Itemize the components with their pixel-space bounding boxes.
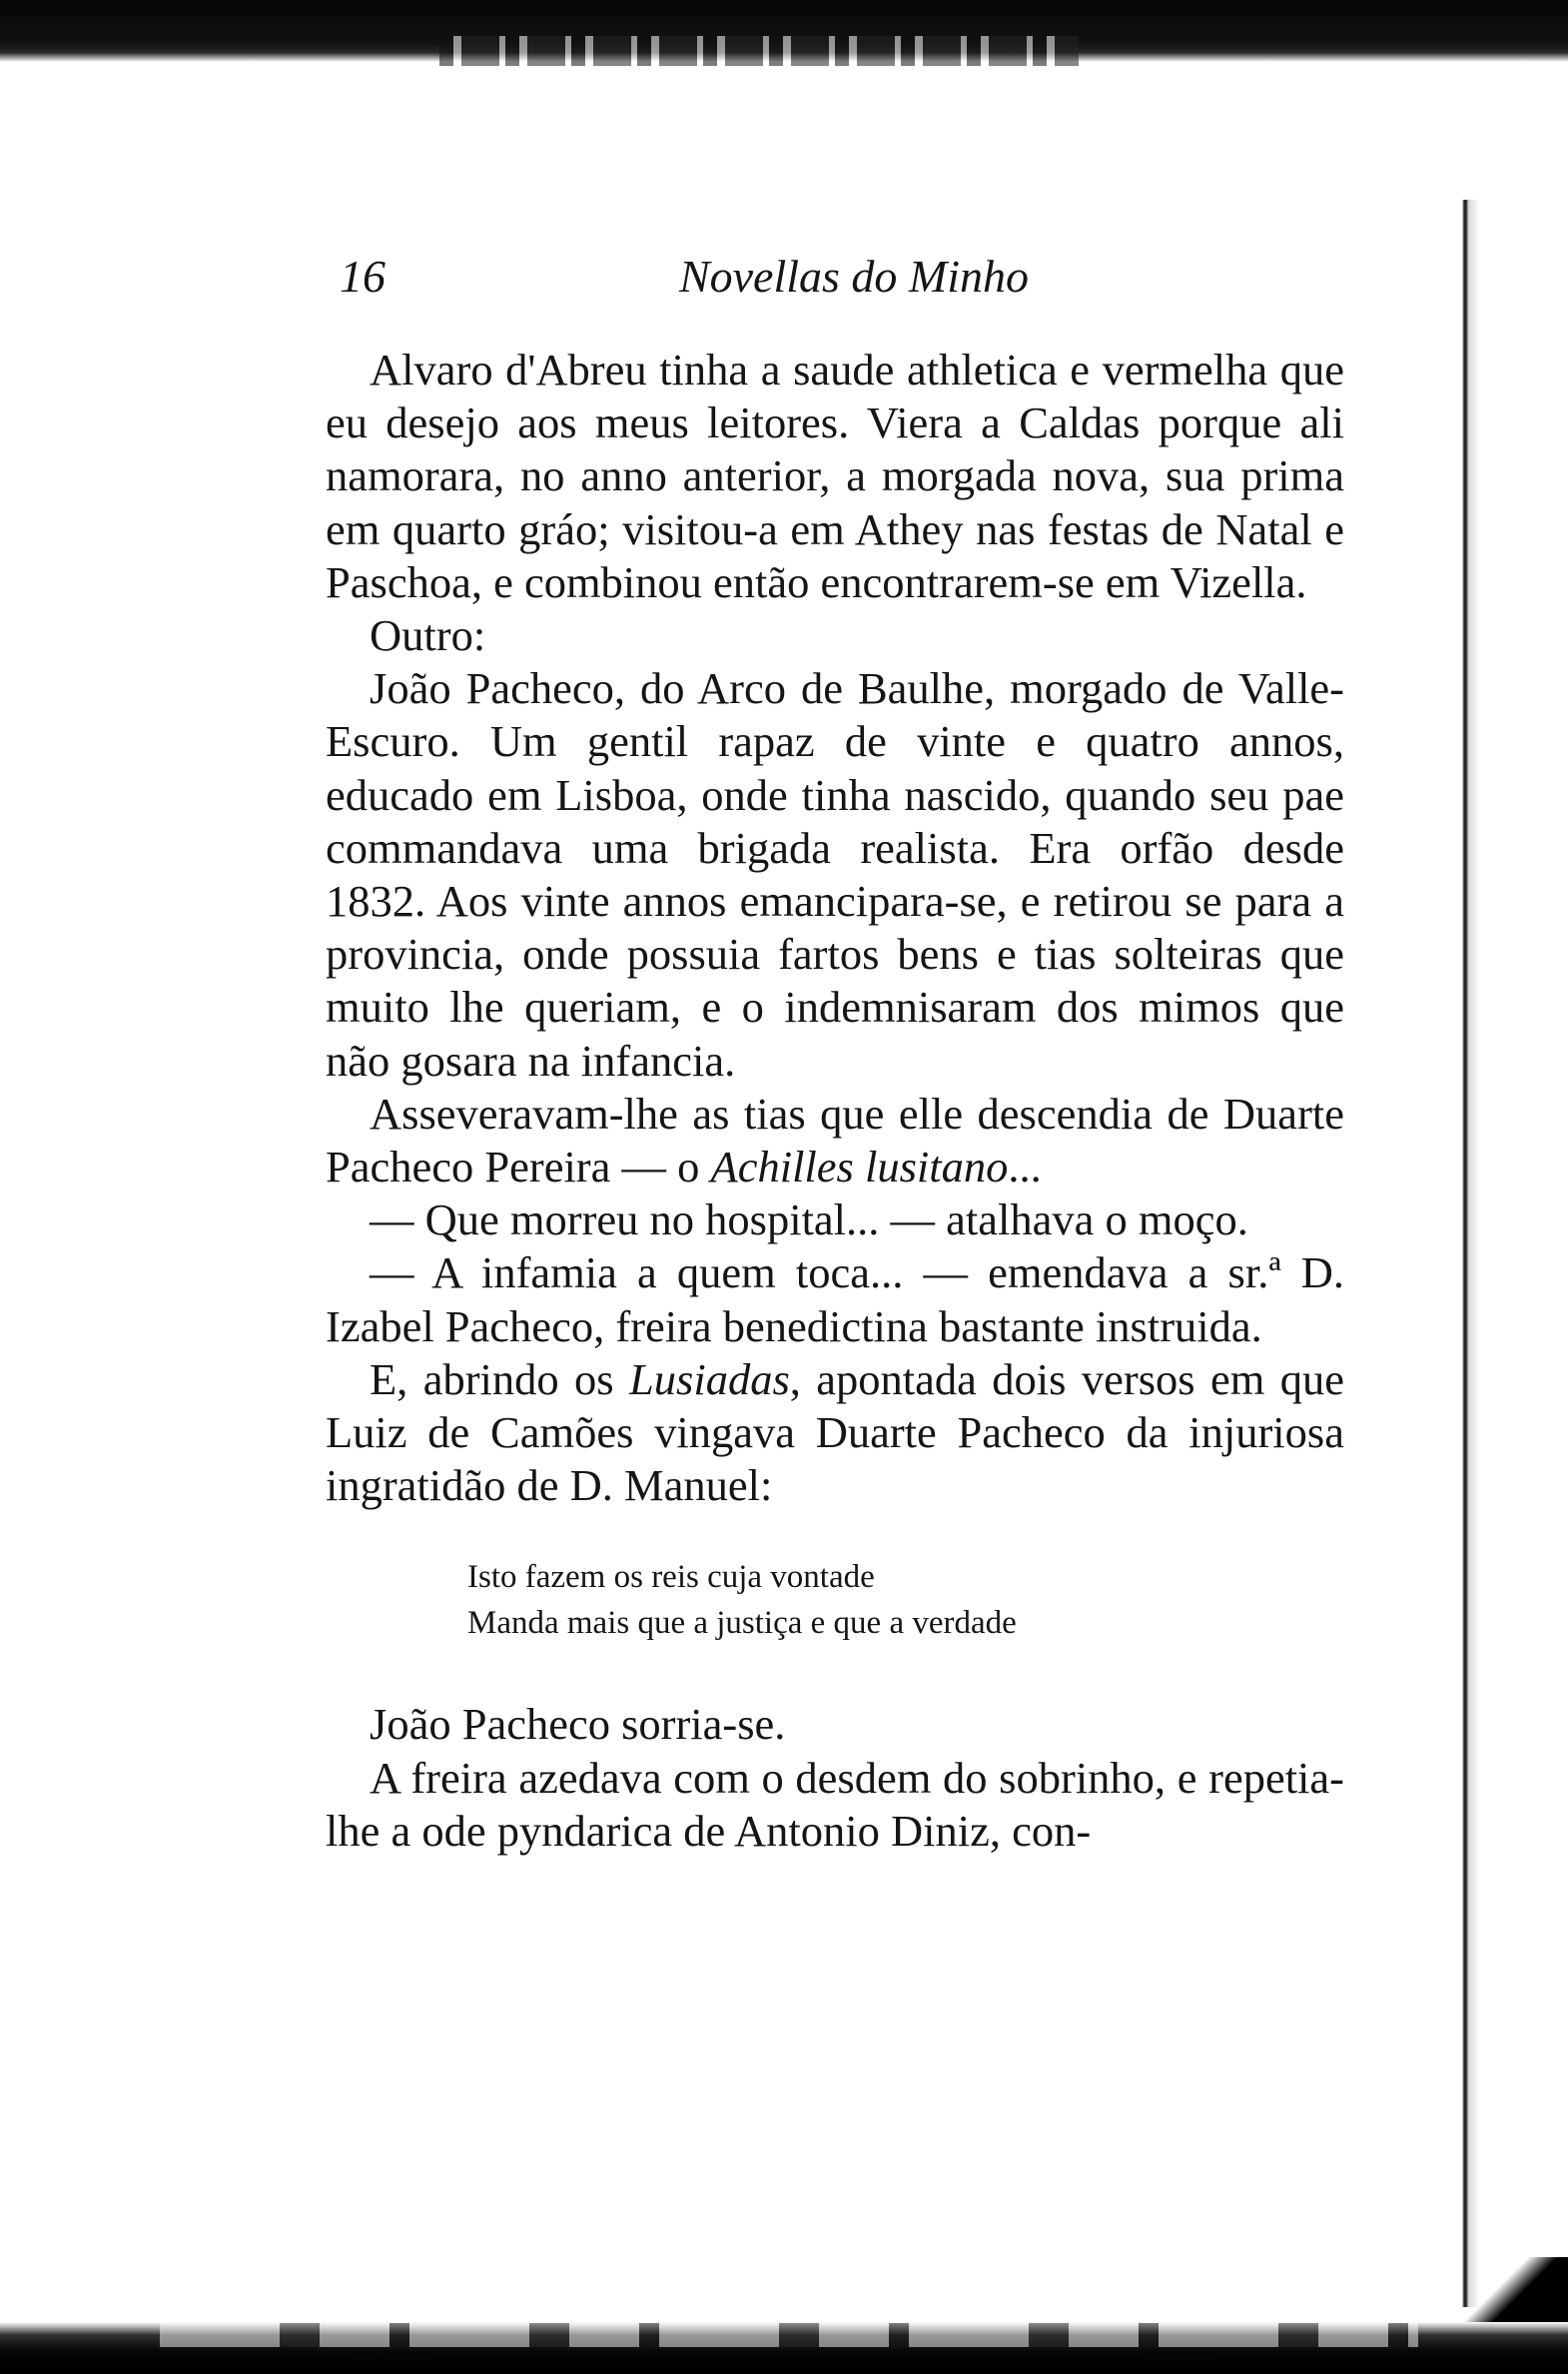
paragraph-outro: Outro: (370, 610, 486, 661)
paragraph-sorria: João Pacheco sorria-se. (370, 1699, 786, 1750)
paragraph-asseveravam-end: ... (1008, 1142, 1042, 1192)
dialogue-infamia: — A infamia a quem toca... — emendava a sr.ª D. Izabel Pacheco, freira benedictina bastante instruida. (326, 1247, 1344, 1351)
running-title: Novellas do Minho (678, 251, 1030, 302)
achilles-lusitano-italic: Achilles lusitano (710, 1142, 1009, 1192)
paragraph-asseveravam (326, 1088, 1344, 1193)
scan-right-edge (1450, 200, 1480, 2307)
paragraph-freira: A freira azedava com o desdem do sobrinho, e repetia-lhe a ode pyndarica de Antonio Diniz, con- (326, 1752, 1344, 1856)
scan-corner-shadow (1438, 2257, 1568, 2327)
paragraph-lusiadas-end: , apontada dois versos em que Luiz de Camões vingava Duarte Pacheco da injuriosa ingratidão de D. Manuel: (326, 1353, 1345, 1511)
page-number: 16 (340, 251, 386, 302)
paragraph-joao-pacheco: João Pacheco, do Arco de Baulhe, morgado de Valle-Escuro. Um gentil rapaz de vinte e quatro annos, educado em Lisboa, onde tinha nascido, quando seu pae commandava uma brigada realista. Era orfão desde 1832. Aos vinte annos emancipara-se, e retirou se para a provincia, onde possuia fartos bens e tias solteiras que muito lhe queriam, e o indemnisaram dos mimos que não gosara na infancia. (326, 663, 1344, 1086)
lusiadas-italic: Lusiadas (629, 1353, 790, 1404)
paragraph-asseveravam-start: Asseveravam-lhe as tias que elle descendia de Duarte Pacheco Pereira — o (326, 1088, 1344, 1192)
scan-bottom-artifact (160, 2323, 1418, 2347)
paragraph-alvaro: Alvaro d'Abreu tinha a saude athletica e vermelha que eu desejo aos meus leitores. Viera a Caldas porque ali namorara, no anno anterior, a morgada nova, sua prima em quarto gráo; visitou-a em Athey nas festas de Natal e Paschoa, e combinou então encontrarem-se em Vizella. (326, 345, 1344, 607)
scan-top-artifact (439, 36, 1079, 66)
paragraph-lusiadas-start: E, abrindo os (370, 1353, 630, 1404)
verse-quote (467, 1554, 1344, 1646)
page-header (340, 242, 1338, 312)
paragraph-lusiadas (326, 1353, 1344, 1513)
verse-line: Manda mais que a justiça e que a verdade (467, 1605, 1017, 1642)
body-text (326, 344, 1344, 1858)
dialogue-hospital: — Que morreu no hospital... — atalhava o moço. (370, 1194, 1248, 1245)
verse-line: Isto fazem os reis cuja vontade (467, 1559, 875, 1596)
